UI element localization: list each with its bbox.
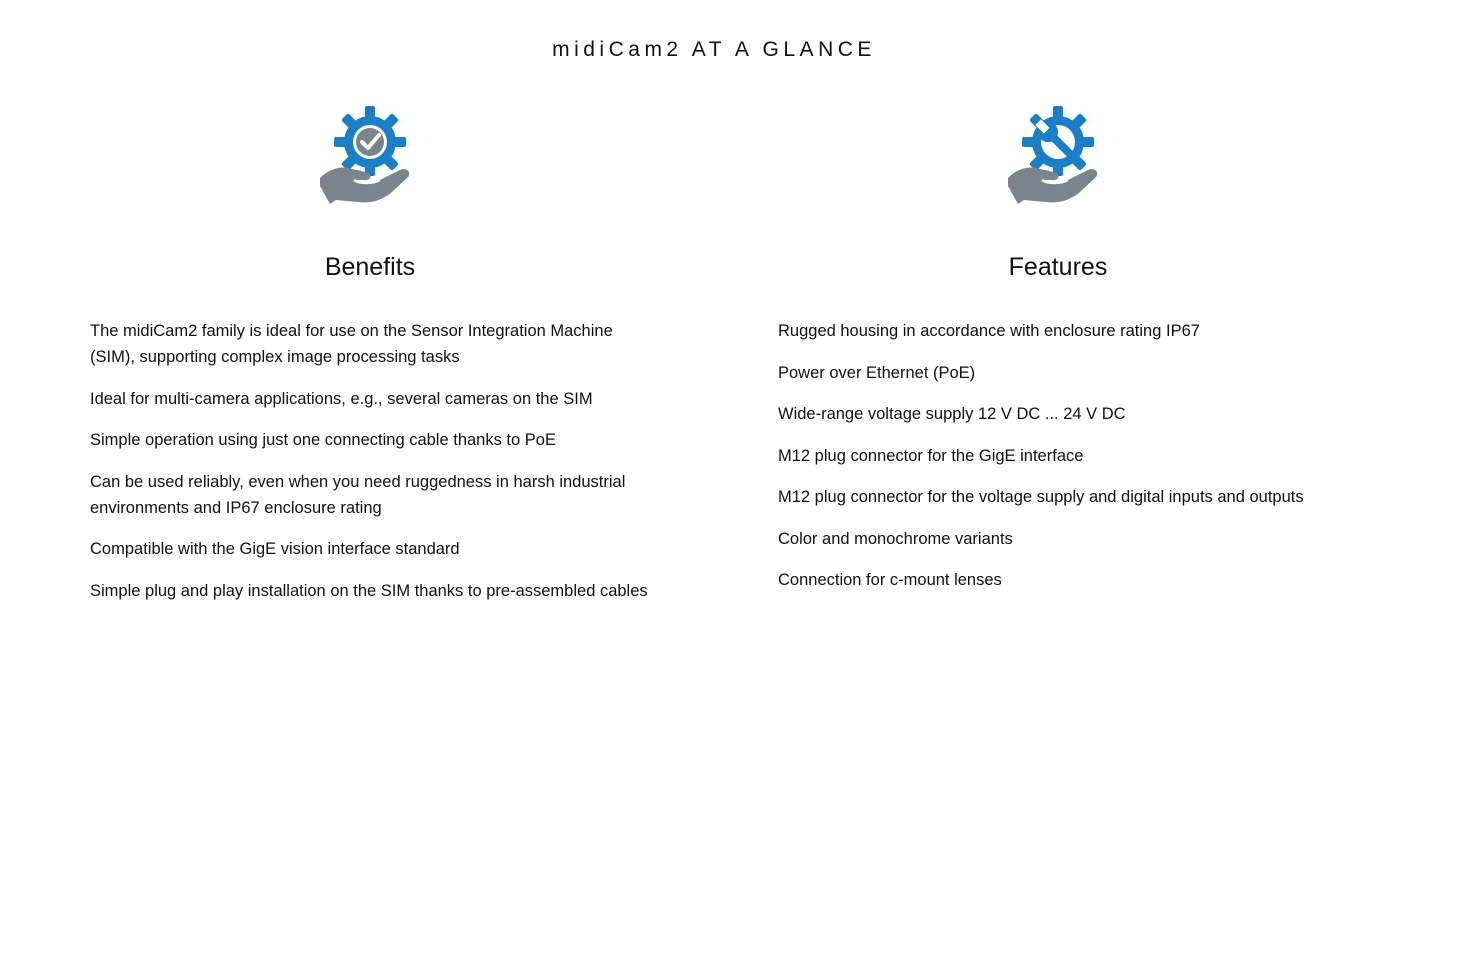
benefits-heading: Benefits [324,253,416,281]
list-item: M12 plug connector for the GigE interface [778,446,1084,465]
list-item: Rugged housing in accordance with enclosure rating IP67 [778,322,1200,340]
list-item: Compatible with the GigE vision interface standard [90,540,460,558]
list-item: Wide-range voltage supply 12 V DC ... 24 V DC [778,405,1126,423]
features-list [778,318,1378,609]
benefits-list [90,318,650,619]
list-item: Can be used reliably, even when you need ruggedness in harsh industrial environments and IP67 enclosure rating [90,472,626,517]
list-item: Connection for c-mount lenses [778,571,1002,589]
list-item: Ideal for multi-camera applications, e.g., several cameras on the SIM [90,389,593,408]
list-item: The midiCam2 family is ideal for use on the Sensor Integration Machine (SIM), supporting complex image processing tasks [90,322,613,366]
list-item: Simple plug and play installation on the SIM thanks to pre-assembled cables [90,581,648,600]
page-title: midiCam2 AT A GLANCE [552,38,876,61]
list-item: Power over Ethernet (PoE) [778,363,976,382]
list-item: M12 plug connector for the voltage supply and digital inputs and outputs [778,488,1304,506]
list-item: Simple operation using just one connecting cable thanks to PoE [90,431,556,449]
gear-wrench-hand-icon [1002,100,1112,210]
features-heading: Features [1008,253,1108,281]
list-item: Color and monochrome variants [778,529,1013,548]
gear-check-hand-icon [314,100,424,210]
